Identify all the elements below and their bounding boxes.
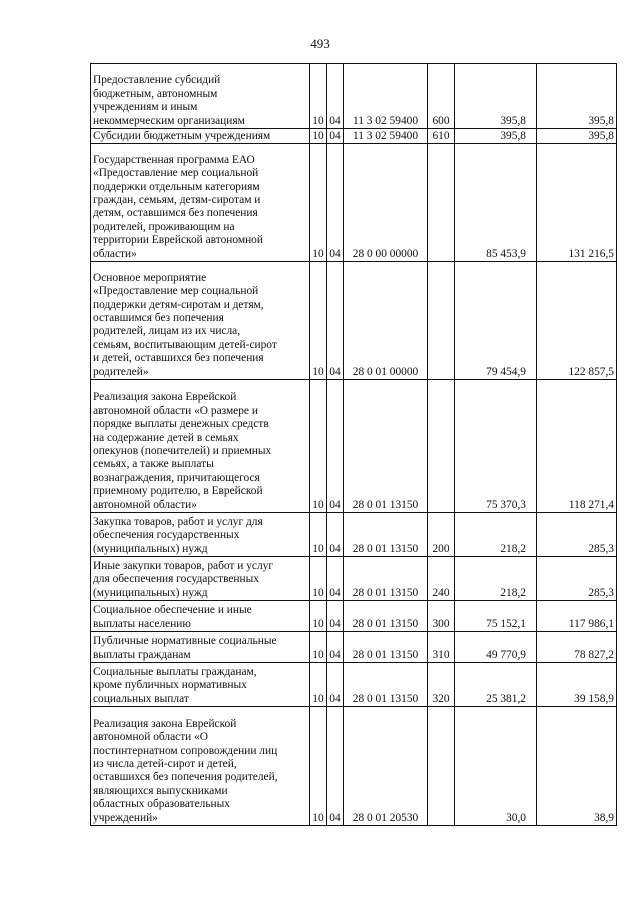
subsection-code: 04 [327, 380, 344, 513]
row-name: Реализация закона Еврейской автономной области «О размере и порядке выплаты денежных средств на содержание детей в семьях опекунов (попечителей) и приемных семьях, а также выплаты вознаграждения, причитающегося приемному родителю, в Еврейской автономной области» [91, 380, 310, 513]
subsection-code: 04 [327, 632, 344, 663]
row-name: Иные закупки товаров, работ и услуг для обеспечения государственных (муниципальных) нужд [91, 557, 310, 601]
amount-year-1: 79 454,9 [455, 262, 537, 380]
subsection-code: 04 [327, 64, 344, 129]
expense-type-code: 320 [428, 663, 455, 707]
target-article-code: 28 0 00 00000 [344, 144, 428, 262]
row-name: Субсидии бюджетным учреждениям [91, 129, 310, 144]
target-article-code: 28 0 01 13150 [344, 513, 428, 557]
amount-year-1: 218,2 [455, 513, 537, 557]
section-code: 10 [310, 380, 327, 513]
amount-year-1: 218,2 [455, 557, 537, 601]
subsection-code: 04 [327, 513, 344, 557]
section-code: 10 [310, 663, 327, 707]
table-row [91, 144, 617, 262]
amount-year-2: 38,9 [537, 707, 617, 826]
amount-year-2: 285,3 [537, 557, 617, 601]
section-code: 10 [310, 707, 327, 826]
budget-table [90, 63, 617, 826]
target-article-code: 28 0 01 13150 [344, 380, 428, 513]
row-name: Основное мероприятие «Предоставление мер социальной поддержки детям-сиротам и детям, оставшимся без попечения родителей, лицам из их числа, семьям, воспитывающим детей-сирот и детей, оставшихся без попечения родителей» [91, 262, 310, 380]
target-article-code: 28 0 01 13150 [344, 557, 428, 601]
section-code: 10 [310, 129, 327, 144]
subsection-code: 04 [327, 707, 344, 826]
row-name: Реализация закона Еврейской автономной области «О постинтернатном сопровождении лиц из числа детей-сирот и детей, оставшихся без попечения родителей, являющихся выпускниками областных образовательных учреждений» [91, 707, 310, 826]
section-code: 10 [310, 144, 327, 262]
amount-year-2: 395,8 [537, 129, 617, 144]
section-code: 10 [310, 557, 327, 601]
section-code: 10 [310, 513, 327, 557]
expense-type-code: 200 [428, 513, 455, 557]
expense-type-code [428, 262, 455, 380]
table-row [91, 663, 617, 707]
amount-year-1: 395,8 [455, 129, 537, 144]
target-article-code: 28 0 01 00000 [344, 262, 428, 380]
table-row [91, 262, 617, 380]
expense-type-code [428, 380, 455, 513]
table-row [91, 129, 617, 144]
subsection-code: 04 [327, 144, 344, 262]
amount-year-2: 118 271,4 [537, 380, 617, 513]
target-article-code: 11 3 02 59400 [344, 129, 428, 144]
section-code: 10 [310, 64, 327, 129]
table-row [91, 632, 617, 663]
amount-year-1: 49 770,9 [455, 632, 537, 663]
target-article-code: 28 0 01 13150 [344, 632, 428, 663]
expense-type-code [428, 144, 455, 262]
table-row [91, 557, 617, 601]
amount-year-2: 122 857,5 [537, 262, 617, 380]
amount-year-1: 75 152,1 [455, 601, 537, 632]
amount-year-2: 131 216,5 [537, 144, 617, 262]
amount-year-2: 395,8 [537, 64, 617, 129]
amount-year-1: 25 381,2 [455, 663, 537, 707]
subsection-code: 04 [327, 129, 344, 144]
target-article-code: 28 0 01 13150 [344, 601, 428, 632]
section-code: 10 [310, 262, 327, 380]
table-row [91, 64, 617, 129]
target-article-code: 28 0 01 20530 [344, 707, 428, 826]
table-row [91, 513, 617, 557]
amount-year-1: 85 453,9 [455, 144, 537, 262]
target-article-code: 28 0 01 13150 [344, 663, 428, 707]
subsection-code: 04 [327, 601, 344, 632]
table-row [91, 380, 617, 513]
amount-year-2: 117 986,1 [537, 601, 617, 632]
row-name: Социальное обеспечение и иные выплаты населению [91, 601, 310, 632]
amount-year-2: 39 158,9 [537, 663, 617, 707]
expense-type-code: 310 [428, 632, 455, 663]
subsection-code: 04 [327, 557, 344, 601]
expense-type-code [428, 707, 455, 826]
row-name: Публичные нормативные социальные выплаты гражданам [91, 632, 310, 663]
expense-type-code: 300 [428, 601, 455, 632]
amount-year-1: 30,0 [455, 707, 537, 826]
amount-year-2: 285,3 [537, 513, 617, 557]
subsection-code: 04 [327, 262, 344, 380]
table-row [91, 601, 617, 632]
expense-type-code: 240 [428, 557, 455, 601]
amount-year-1: 395,8 [455, 64, 537, 129]
row-name: Социальные выплаты гражданам, кроме публичных нормативных социальных выплат [91, 663, 310, 707]
section-code: 10 [310, 632, 327, 663]
expense-type-code: 600 [428, 64, 455, 129]
amount-year-2: 78 827,2 [537, 632, 617, 663]
row-name: Закупка товаров, работ и услуг для обеспечения государственных (муниципальных) нужд [91, 513, 310, 557]
row-name: Государственная программа ЕАО «Предоставление мер социальной поддержки отдельным категориям граждан, семьям, детям-сиротам и детям, оставшимся без попечения родителей, проживающим на территории Еврейской автономной области» [91, 144, 310, 262]
page-number: 493 [310, 36, 330, 51]
row-name: Предоставление субсидий бюджетным, автономным учреждениям и иным некоммерческим организациям [91, 64, 310, 129]
target-article-code: 11 3 02 59400 [344, 64, 428, 129]
table-row [91, 707, 617, 826]
expense-type-code: 610 [428, 129, 455, 144]
section-code: 10 [310, 601, 327, 632]
amount-year-1: 75 370,3 [455, 380, 537, 513]
subsection-code: 04 [327, 663, 344, 707]
